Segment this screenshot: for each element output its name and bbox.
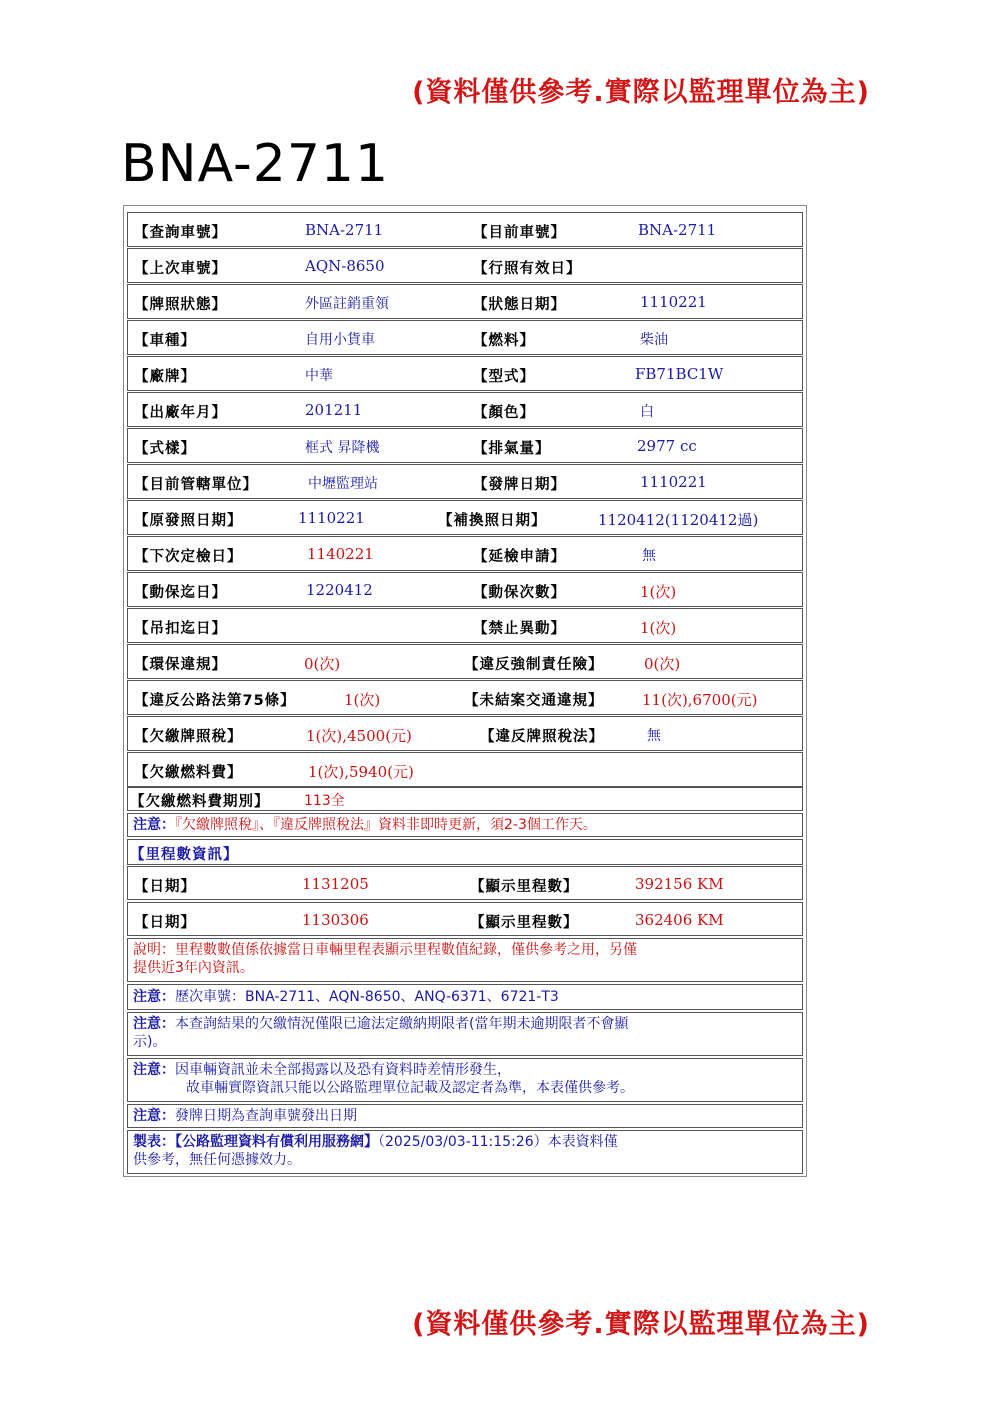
- field-label: 【查詢車號】: [134, 225, 227, 241]
- field-value: 0(次): [304, 655, 341, 673]
- note-text: 里程數數值係依據當日車輛里程表顯示里程數值紀錄，僅供參考之用，另僅: [175, 942, 637, 958]
- field-label: 【目前管轄單位】: [134, 477, 258, 493]
- field-value: 中壢監理站: [308, 476, 378, 492]
- field-label: 【日期】: [134, 915, 196, 931]
- note-issue: [127, 1104, 803, 1128]
- note-source-name: 【公路監理資料有償利用服務網】: [175, 1134, 378, 1150]
- field-value: BNA-2711: [638, 221, 717, 239]
- field-label: 【違反牌照稅法】: [480, 729, 604, 745]
- field-label: 【環保違規】: [134, 657, 227, 673]
- note-info: [127, 1058, 803, 1102]
- section-title: 【里程數資訊】: [130, 847, 239, 863]
- field-label: 【欠繳燃料費】: [134, 765, 243, 781]
- field-label: 【發牌日期】: [473, 477, 566, 493]
- field-value: AQN-8650: [305, 257, 385, 275]
- note-label: 注意：: [133, 1062, 175, 1078]
- field-value: 1(次),4500(元): [306, 727, 412, 745]
- note-text: （2025/03/03-11:15:26）本表資料僅: [378, 1134, 618, 1150]
- field-value: 無: [647, 728, 661, 744]
- table-row: [127, 644, 803, 679]
- field-value: 自用小貨車: [305, 332, 375, 348]
- field-value: 1(次): [640, 619, 677, 637]
- field-value: 1(次): [640, 583, 677, 601]
- note-mileage: [127, 938, 803, 982]
- note-label: 注意：: [133, 1016, 175, 1032]
- disclaimer-top: (資料僅供參考.實際以監理單位為主): [412, 77, 870, 108]
- field-value: 柴油: [640, 332, 668, 348]
- field-value: 1131205: [302, 875, 369, 893]
- field-label: 【出廠年月】: [134, 405, 227, 421]
- table-row: [127, 212, 803, 247]
- field-label: 【狀態日期】: [473, 297, 566, 313]
- field-label: 【顏色】: [473, 405, 535, 421]
- mileage-header: [127, 839, 803, 865]
- field-value: 1120412(1120412過): [598, 511, 759, 529]
- note-history: [127, 984, 803, 1010]
- note-text: 發牌日期為查詢車號發出日期: [175, 1108, 357, 1124]
- note-text: 『欠繳牌照稅』、『違反牌照稅法』資料非即時更新，須2-3個工作天。: [175, 817, 597, 833]
- note-text: 歷次車號：BNA-2711、AQN-8650、ANQ-6371、6721-T3: [175, 989, 559, 1005]
- note-label: 製表：: [133, 1134, 175, 1150]
- note-label: 注意：: [133, 989, 175, 1005]
- field-value: 1110221: [640, 293, 707, 311]
- field-label: 【牌照狀態】: [134, 297, 227, 313]
- field-label: 【補換照日期】: [438, 513, 547, 529]
- note-text: 故車輛實際資訊只能以公路監理單位記載及認定者為準，本表僅供參考。: [186, 1080, 634, 1096]
- table-row: [127, 902, 803, 936]
- field-label: 【顯示里程數】: [470, 879, 579, 895]
- table-row: [127, 500, 803, 535]
- field-value: 無: [642, 548, 656, 564]
- field-label: 【動保迄日】: [134, 585, 227, 601]
- note-text: 示)。: [133, 1034, 167, 1050]
- field-label: 【型式】: [473, 369, 535, 385]
- table-row: [127, 572, 803, 607]
- field-value: 框式 昇降機: [305, 440, 380, 456]
- disclaimer-bottom: (資料僅供參考.實際以監理單位為主): [412, 1309, 870, 1340]
- table-row: [127, 356, 803, 391]
- field-label: 【禁止異動】: [473, 621, 566, 637]
- field-label: 【違反公路法第75條】: [134, 693, 296, 709]
- table-row: [127, 248, 803, 283]
- note-label: 注意：: [133, 817, 175, 833]
- field-value: 1140221: [307, 545, 374, 563]
- table-row: [127, 866, 803, 900]
- field-label: 【式樣】: [134, 441, 196, 457]
- field-label: 【違反強制責任險】: [464, 657, 604, 673]
- field-value: 1(次): [344, 691, 381, 709]
- field-value: 392156 KM: [635, 875, 724, 893]
- field-value: FB71BC1W: [635, 365, 724, 383]
- field-label: 【行照有效日】: [473, 261, 582, 277]
- note-label: 說明：: [133, 942, 175, 958]
- field-label: 【下次定檢日】: [134, 549, 243, 565]
- field-value: 白: [640, 404, 654, 420]
- note-tax: [127, 813, 803, 837]
- table-row: [127, 464, 803, 499]
- field-value: 1110221: [640, 473, 707, 491]
- field-value: 1110221: [298, 509, 365, 527]
- field-value: 1130306: [302, 911, 369, 929]
- field-label: 【未結案交通違規】: [464, 693, 604, 709]
- field-label: 【廠牌】: [134, 369, 196, 385]
- field-value: 1(次),5940(元): [308, 763, 414, 781]
- field-label: 【欠繳牌照稅】: [134, 729, 243, 745]
- table-row: [127, 680, 803, 715]
- field-label: 【顯示里程數】: [470, 915, 579, 931]
- field-label: 【排氣量】: [473, 441, 551, 457]
- table-row: [127, 716, 803, 751]
- table-row: [127, 608, 803, 643]
- note-text: 提供近3年內資訊。: [133, 960, 254, 976]
- field-label: 【燃料】: [473, 333, 535, 349]
- field-value: BNA-2711: [305, 221, 384, 239]
- table-row: [127, 392, 803, 427]
- note-text: 因車輛資訊並未全部揭露以及恐有資料時差情形發生，: [175, 1062, 511, 1078]
- field-label: 【上次車號】: [134, 261, 227, 277]
- note-source: [127, 1130, 803, 1174]
- field-value: 1220412: [306, 581, 373, 599]
- note-text: 供參考，無任何憑據效力。: [133, 1152, 301, 1168]
- table-row: [127, 320, 803, 355]
- field-value: 201211: [305, 401, 363, 419]
- note-label: 注意：: [133, 1108, 175, 1124]
- table-row: [127, 536, 803, 571]
- field-value: 113全: [304, 793, 345, 809]
- field-value: 2977 cc: [637, 437, 697, 455]
- field-label: 【吊扣迄日】: [134, 621, 227, 637]
- field-value: 11(次),6700(元): [642, 691, 758, 709]
- field-value: 0(次): [644, 655, 681, 673]
- field-label: 【目前車號】: [473, 225, 566, 241]
- note-text: 本查詢結果的欠繳情況僅限已逾法定繳納期限者(當年期未逾期限者不會顯: [175, 1016, 629, 1032]
- field-value: 362406 KM: [635, 911, 724, 929]
- field-label: 【原發照日期】: [134, 513, 243, 529]
- field-value: 外區註銷重領: [305, 296, 389, 312]
- plate-title: BNA-2711: [121, 134, 390, 194]
- note-deadline: [127, 1012, 803, 1056]
- field-label: 【延檢申請】: [473, 549, 566, 565]
- table-row: [127, 428, 803, 463]
- field-label: 【欠繳燃料費期別】: [130, 794, 270, 810]
- field-label: 【日期】: [134, 879, 196, 895]
- field-label: 【動保次數】: [473, 585, 566, 601]
- table-row: [127, 787, 803, 811]
- table-row: [127, 752, 803, 787]
- field-value: 中華: [305, 368, 333, 384]
- field-label: 【車種】: [134, 333, 196, 349]
- table-row: [127, 284, 803, 319]
